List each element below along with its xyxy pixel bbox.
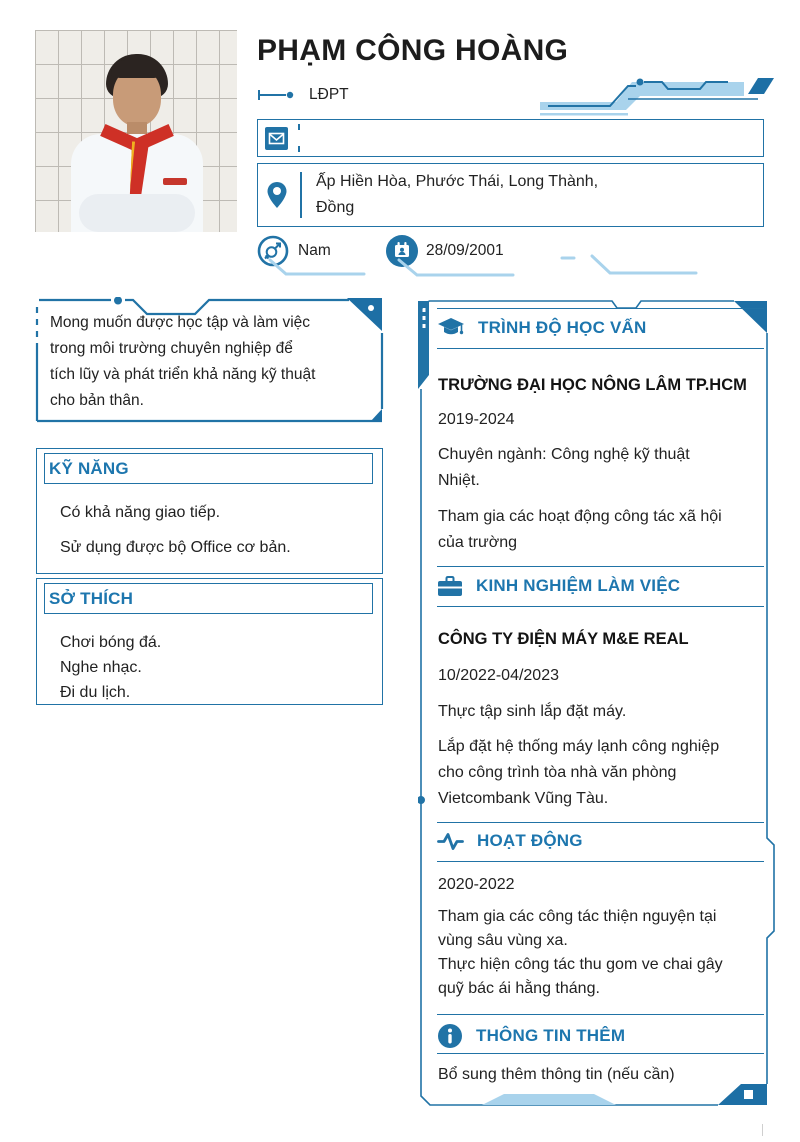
- skills-section: [36, 448, 383, 574]
- objective-line: Mong muốn được học tập và làm việc: [50, 314, 311, 331]
- education-activity: [438, 504, 766, 556]
- objective-line: cho bản thân.: [50, 392, 144, 409]
- page-margin-mark: [762, 1124, 763, 1136]
- experience-title: KINH NGHIỆM LÀM VIỆC: [476, 576, 681, 595]
- text-line: Vietcombank Vũng Tàu.: [438, 790, 609, 807]
- envelope-icon: [265, 127, 288, 150]
- graduation-cap-icon: [437, 317, 465, 339]
- circuit-decoration-icon: [532, 64, 778, 118]
- additional-title: THÔNG TIN THÊM: [476, 1026, 626, 1045]
- experience-period: 10/2022-04/2023: [438, 667, 559, 684]
- hobbies-header: [44, 583, 373, 614]
- text-line: Chuyên ngành: Công nghệ kỹ thuật: [438, 446, 690, 463]
- section-divider: [437, 861, 764, 862]
- text-line: của trường: [438, 534, 518, 551]
- text-line: Tham gia các công tác thiện nguyện tại: [438, 908, 717, 925]
- hobby-item: Đi du lịch.: [60, 684, 131, 701]
- experience-company: CÔNG TY ĐIỆN MÁY M&E REAL: [438, 630, 689, 648]
- address-line: Đồng: [316, 199, 355, 216]
- experience-header: [437, 575, 764, 597]
- photo-name-badge: [163, 178, 187, 185]
- education-school: TRƯỜNG ĐẠI HỌC NÔNG LÂM TP.HCM: [438, 376, 747, 394]
- field-divider: [298, 124, 300, 152]
- education-title: TRÌNH ĐỘ HỌC VẤN: [478, 318, 647, 337]
- activity-pulse-icon: [437, 832, 464, 851]
- text-line: quỹ bác ái hằng tháng.: [438, 980, 600, 997]
- objective-box: [33, 297, 385, 427]
- hobby-item: Chơi bóng đá.: [60, 634, 162, 651]
- skill-item: Sử dụng được bộ Office cơ bản.: [60, 539, 291, 556]
- dob-value: 28/09/2001: [426, 242, 504, 259]
- hobbies-section: [36, 578, 383, 705]
- location-pin-icon: [265, 180, 289, 210]
- right-column: [418, 295, 778, 1113]
- text-line: vùng sâu vùng xa.: [438, 932, 568, 949]
- activities-title: HOẠT ĐỘNG: [477, 831, 583, 850]
- section-divider: [437, 566, 764, 567]
- experience-detail: [438, 734, 766, 812]
- address-text: [316, 169, 598, 221]
- additional-header: [437, 1023, 764, 1049]
- section-divider: [437, 348, 764, 349]
- gender-value: Nam: [298, 242, 331, 259]
- text-line: Thực hiện công tác thu gom ve chai gây: [438, 956, 723, 973]
- hobbies-title: SỞ THÍCH: [49, 588, 134, 608]
- full-name: PHẠM CÔNG HOÀNG: [257, 34, 569, 67]
- skill-item: Có khả năng giao tiếp.: [60, 504, 221, 521]
- activities-period: 2020-2022: [438, 876, 515, 893]
- experience-role: Thực tập sinh lắp đặt máy.: [438, 703, 627, 720]
- photo-hair-fringe: [111, 60, 163, 78]
- section-divider: [437, 606, 764, 607]
- skills-header: [44, 453, 373, 484]
- section-divider: [437, 822, 764, 823]
- hobby-item: Nghe nhạc.: [60, 659, 142, 676]
- job-title-row: [257, 86, 349, 104]
- section-divider: [437, 1053, 764, 1054]
- profile-photo: [35, 30, 237, 232]
- activities-detail: [438, 905, 766, 1001]
- job-title: LĐPT: [309, 86, 349, 103]
- field-underline-decoration: [397, 258, 517, 278]
- address-field: [257, 163, 764, 227]
- text-line: Tham gia các hoạt động công tác xã hội: [438, 508, 722, 525]
- info-icon: [437, 1023, 463, 1049]
- education-major: [438, 442, 766, 494]
- skills-items: [60, 500, 372, 560]
- email-field: [257, 119, 764, 157]
- section-divider: [437, 1014, 764, 1015]
- field-underline-decoration: [268, 258, 368, 278]
- skills-title: KỸ NĂNG: [49, 458, 129, 478]
- text-line: Nhiệt.: [438, 472, 480, 489]
- section-divider: [437, 308, 764, 309]
- text-line: Lắp đặt hệ thống máy lạnh công nghiệp: [438, 738, 720, 755]
- objective-line: trong môi trường chuyên nghiệp để: [50, 340, 293, 357]
- education-header: [437, 317, 764, 339]
- photo-arms: [79, 194, 195, 232]
- field-divider: [300, 172, 302, 218]
- address-line: Ấp Hiền Hòa, Phước Thái, Long Thành,: [316, 173, 599, 190]
- activities-header: [437, 831, 764, 851]
- line-dot-decoration-icon: [257, 88, 297, 102]
- additional-note: Bổ sung thêm thông tin (nếu cần): [438, 1066, 675, 1083]
- briefcase-icon: [437, 575, 463, 597]
- empty-field-underline-decoration: [560, 252, 700, 278]
- objective-text: [50, 310, 370, 414]
- text-line: cho công trình tòa nhà văn phòng: [438, 764, 677, 781]
- hobbies-items: [60, 630, 372, 705]
- objective-line: tích lũy và phát triển khả năng kỹ thuật: [50, 366, 316, 383]
- education-period: 2019-2024: [438, 411, 515, 428]
